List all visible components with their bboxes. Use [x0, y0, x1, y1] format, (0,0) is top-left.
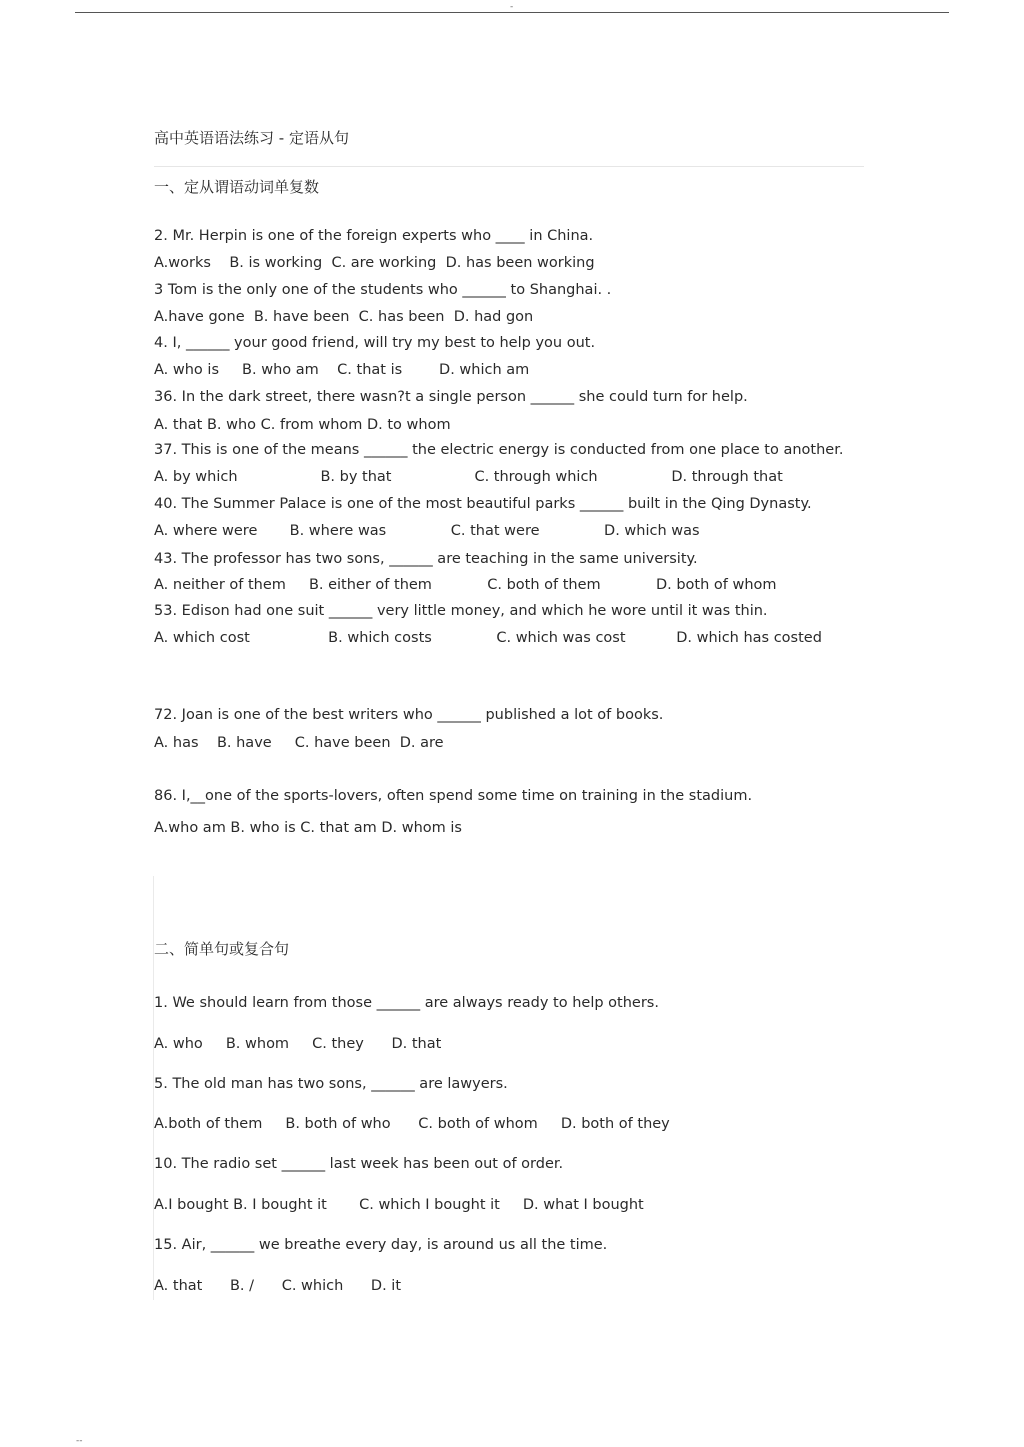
header-mark: - [510, 2, 514, 12]
question-text: 86. I,__one of the sports-lovers, often spend some time on training in the stadium. [154, 788, 753, 804]
question-text: 15. Air, ______ we breathe every day, is around us all the time. [154, 1237, 608, 1253]
question-text: 40. The Summer Palace is one of the most beautiful parks ______ built in the Qing Dynasty. [154, 496, 812, 512]
answer-options: A. where were B. where was C. that were D. which was [154, 523, 700, 539]
answer-options: A. who B. whom C. they D. that [154, 1036, 442, 1052]
answer-options: A.have gone B. have been C. has been D. had gon [154, 309, 534, 325]
question-text: 4. I, ______ your good friend, will try my best to help you out. [154, 335, 596, 351]
answer-options: A.who am B. who is C. that am D. whom is [154, 820, 462, 836]
question-text: 36. In the dark street, there wasn?t a single person ______ she could turn for help. [154, 389, 748, 405]
answer-options: A.both of them B. both of who C. both of whom D. both of they [154, 1116, 670, 1132]
question-text: 72. Joan is one of the best writers who ______ published a lot of books. [154, 707, 664, 723]
answer-options: A. neither of them B. either of them C. both of them D. both of whom [154, 577, 777, 593]
question-text: 37. This is one of the means ______ the electric energy is conducted from one place to another. [154, 442, 844, 458]
answer-options: A. that B. / C. which D. it [154, 1278, 402, 1294]
answer-options: A. that B. who C. from whom D. to whom [154, 417, 451, 433]
answer-options: A. which cost B. which costs C. which was cost D. which has costed [154, 630, 822, 646]
question-text: 3 Tom is the only one of the students who ______ to Shanghai. . [154, 282, 612, 298]
question-text: 5. The old man has two sons, ______ are lawyers. [154, 1076, 508, 1092]
question-text: 2. Mr. Herpin is one of the foreign experts who ____ in China. [154, 228, 594, 244]
answer-options: A.works B. is working C. are working D. has been working [154, 255, 595, 271]
question-text: 43. The professor has two sons, ______ are teaching in the same university. [154, 551, 698, 567]
answer-options: A. who is B. who am C. that is D. which am [154, 362, 530, 378]
footer-mark: -- [76, 1436, 83, 1446]
title-divider [154, 166, 864, 167]
page-title: 高中英语语法练习 - 定语从句 [154, 129, 349, 147]
answer-options: A. by which B. by that C. through which D. through that [154, 469, 783, 485]
question-text: 53. Edison had one suit ______ very little money, and which he wore until it was thin. [154, 603, 768, 619]
section-2-heading: 二、简单句或复合句 [154, 940, 290, 958]
header-rule [75, 12, 949, 13]
answer-options: A.I bought B. I bought it C. which I bought it D. what I bought [154, 1197, 644, 1213]
question-text: 1. We should learn from those ______ are always ready to help others. [154, 995, 659, 1011]
question-text: 10. The radio set ______ last week has been out of order. [154, 1156, 564, 1172]
section-1-heading: 一、定从谓语动词单复数 [154, 178, 320, 196]
answer-options: A. has B. have C. have been D. are [154, 735, 444, 751]
